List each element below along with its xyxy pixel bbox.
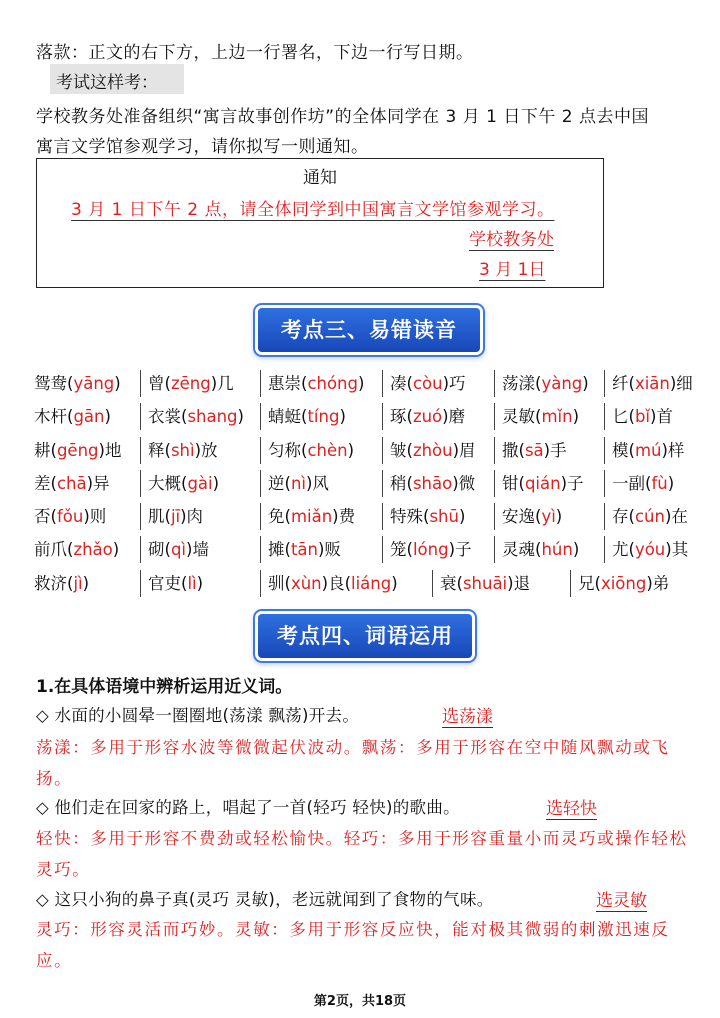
column-divider xyxy=(140,536,141,563)
cell-tail: 子 xyxy=(567,473,584,493)
cell-word: 皱 xyxy=(390,440,407,460)
cell-tail: 放 xyxy=(201,440,218,460)
cell-tail: 几 xyxy=(217,374,234,393)
cell-word: 兄 xyxy=(578,573,595,593)
pronunciation-cell: 驯(xùn)良(liáng) xyxy=(268,573,398,593)
pronunciation-cell: 释(shì)放 xyxy=(148,440,218,460)
column-divider xyxy=(382,437,383,464)
column-divider xyxy=(260,437,261,464)
cell-pinyin: yāng xyxy=(73,374,115,393)
cell-word: 鸳鸯 xyxy=(34,374,67,393)
cell-pinyin: lì xyxy=(187,573,197,593)
cell-word: 衣裳 xyxy=(148,407,181,427)
column-divider xyxy=(604,403,605,430)
cell-tail: 肉 xyxy=(186,507,204,527)
cell-pinyin: gài xyxy=(187,473,213,493)
column-divider xyxy=(494,536,495,563)
cell-tail: 其 xyxy=(671,540,689,560)
cell-word: 蜻蜓 xyxy=(268,407,301,427)
pronunciation-cell: 前爪(zhǎo) xyxy=(34,540,120,560)
cell-tail: 费 xyxy=(338,507,356,527)
cell-pinyin: jì xyxy=(73,573,83,593)
cell-tail: 巧 xyxy=(449,374,466,393)
cell-pinyin: xùn xyxy=(290,573,322,593)
notice-title: 通知 xyxy=(303,168,337,188)
cell-pinyin: hún xyxy=(541,540,573,560)
cell-word: 驯 xyxy=(268,573,285,593)
cell-pinyin: zuó xyxy=(412,407,443,427)
pronunciation-row-last xyxy=(34,567,694,600)
question-3: ◇ 这只小狗的鼻子真(灵巧 灵敏)，老远就闻到了食物的气味。 xyxy=(36,890,494,909)
column-divider xyxy=(382,470,383,497)
cell-pinyin: còu xyxy=(412,374,443,393)
cell-pinyin: qián xyxy=(524,473,561,493)
pronunciation-cell: 官吏(lì) xyxy=(148,573,204,593)
cell-pinyin: shang xyxy=(187,407,238,427)
pronunciation-row xyxy=(34,400,694,433)
cell-pinyin: mú xyxy=(634,440,662,460)
cell-word: 肌 xyxy=(148,507,165,527)
pronunciation-cell: 木杆(gān) xyxy=(34,407,111,427)
cell-word: 灵魂 xyxy=(502,540,535,560)
cell-word: 琢 xyxy=(390,407,407,427)
pronunciation-cell: 皱(zhòu)眉 xyxy=(390,440,476,460)
cell-word: 荡漾 xyxy=(502,374,535,393)
section4-banner xyxy=(258,614,472,658)
cell-pinyin: chóng xyxy=(307,374,358,393)
pronunciation-row xyxy=(34,500,694,533)
notice-date: 3 月 1日 xyxy=(479,260,546,280)
exam-prompt-line2: 寓言文学馆参观学习，请你拟写一则通知。 xyxy=(36,137,369,157)
pronunciation-cell: 免(miǎn)费 xyxy=(268,507,356,527)
cell-tail: 风 xyxy=(312,473,329,493)
cell-word: 官吏 xyxy=(148,573,181,593)
column-divider xyxy=(140,470,141,497)
cell-tail: 异 xyxy=(93,473,110,493)
cell-word: 木杆 xyxy=(34,407,67,427)
column-divider xyxy=(604,437,605,464)
section3-title: 考点三、易错读音 xyxy=(281,318,457,342)
explanation-1: 荡漾：多用于形容水波等微微起伏波动。飘荡：多用于形容在空中随风飘动或飞扬。 xyxy=(36,738,670,788)
pronunciation-cell: 惠崇(chóng) xyxy=(268,374,365,393)
cell-word: 逆 xyxy=(268,473,285,493)
page-footer: 第2页，共18页 xyxy=(313,994,407,1009)
cell-tail: 首 xyxy=(656,407,673,427)
cell-word: 安逸 xyxy=(502,507,535,527)
pronunciation-cell: 一副(fù) xyxy=(612,473,675,493)
pronunciation-cell: 蜻蜓(tíng) xyxy=(268,407,346,427)
column-divider xyxy=(260,370,261,397)
answer-1: 选荡漾 xyxy=(442,707,493,727)
pronunciation-cell: 砌(qì)墙 xyxy=(148,540,209,560)
cell-word: 匕 xyxy=(612,407,629,427)
cell-word: 凑 xyxy=(390,374,407,393)
cell-word: 大概 xyxy=(148,473,181,493)
cell-tail: 眉 xyxy=(459,440,476,460)
pronunciation-row xyxy=(34,467,694,500)
column-divider xyxy=(604,503,605,530)
cell-word: 前爪 xyxy=(34,540,67,560)
cell-tail: 手 xyxy=(550,440,567,460)
column-divider xyxy=(140,403,141,430)
signature-rule: 落款：正文的右下方，上边一行署名，下边一行写日期。 xyxy=(36,43,474,63)
column-divider xyxy=(140,503,141,530)
pronunciation-row xyxy=(34,367,694,400)
notice-box xyxy=(36,158,604,288)
column-divider xyxy=(382,503,383,530)
cell-tail: 样 xyxy=(667,440,685,460)
cell-pinyin: tān xyxy=(290,540,318,560)
column-divider xyxy=(260,570,261,597)
column-divider xyxy=(260,503,261,530)
cell-word: 救济 xyxy=(34,573,67,593)
cell-tail-2: ) xyxy=(391,573,398,593)
cell-word: 否 xyxy=(34,507,51,527)
column-divider xyxy=(432,570,433,597)
cell-pinyin: shì xyxy=(170,440,195,460)
cell-word: 摊 xyxy=(268,540,285,560)
cell-pinyin: zhǎo xyxy=(73,540,113,560)
pronunciation-cell: 安逸(yì) xyxy=(502,507,563,527)
column-divider xyxy=(494,503,495,530)
cell-word: 存 xyxy=(612,507,629,527)
column-divider xyxy=(494,403,495,430)
cell-word: 惠崇 xyxy=(268,374,301,393)
exam-tag xyxy=(50,64,184,94)
cell-word: 释 xyxy=(148,440,165,460)
pronunciation-cell: 笼(lóng)子 xyxy=(390,540,472,560)
cell-pinyin: zhòu xyxy=(412,440,453,460)
pronunciation-cell: 救济(jì) xyxy=(34,573,90,593)
cell-pinyin: gān xyxy=(73,407,105,427)
cell-word: 稍 xyxy=(390,473,407,493)
cell-word: 模 xyxy=(612,440,629,460)
cell-tail: 则 xyxy=(89,507,107,527)
column-divider xyxy=(494,470,495,497)
answer-3: 选灵敏 xyxy=(596,891,647,911)
pronunciation-cell: 凑(còu)巧 xyxy=(390,374,466,393)
cell-tail: 良( xyxy=(328,573,351,593)
pronunciation-cell: 差(chā)异 xyxy=(34,473,110,493)
cell-tail: 磨 xyxy=(448,407,466,427)
cell-word: 差 xyxy=(34,473,51,493)
pronunciation-cell: 兄(xiōng)弟 xyxy=(578,573,670,593)
cell-word: 曾 xyxy=(148,374,165,393)
pronunciation-cell: 特殊(shū) xyxy=(390,507,466,527)
explanation-3: 灵巧：形容灵活而巧妙。灵敏：多用于形容反应快，能对极其微弱的刺激迅速反应。 xyxy=(36,920,670,970)
cell-word: 纤 xyxy=(612,374,629,393)
column-divider xyxy=(260,470,261,497)
column-divider xyxy=(382,536,383,563)
column-divider xyxy=(570,570,571,597)
pronunciation-cell: 撒(sā)手 xyxy=(502,440,567,460)
cell-word: 钳 xyxy=(502,473,519,493)
column-divider xyxy=(140,437,141,464)
pronunciation-row xyxy=(34,533,694,566)
pronunciation-cell: 匕(bǐ)首 xyxy=(612,407,673,427)
cell-pinyin: tíng xyxy=(307,407,340,427)
cell-word: 免 xyxy=(268,507,285,527)
column-divider xyxy=(382,403,383,430)
pronunciation-cell: 肌(jī)肉 xyxy=(148,507,204,527)
pronunciation-cell: 大概(gài) xyxy=(148,473,220,493)
cell-pinyin: chā xyxy=(56,473,87,493)
pronunciation-cell: 琢(zuó)磨 xyxy=(390,407,466,427)
cell-pinyin: zēng xyxy=(170,374,211,393)
cell-word: 耕 xyxy=(34,440,51,460)
pronunciation-cell: 摊(tān)贩 xyxy=(268,540,341,560)
cell-pinyin: yì xyxy=(541,507,556,527)
exam-prompt-line1: 学校教务处准备组织“寓言故事创作坊”的全体同学在 3 月 1 日下午 2 点去中国 xyxy=(36,107,649,127)
pronunciation-cell: 衰(shuāi)退 xyxy=(440,573,531,593)
pronunciation-cell: 荡漾(yàng) xyxy=(502,374,589,393)
column-divider xyxy=(494,370,495,397)
question-1: ◇ 水面的小圆晕一圈圈地(荡漾 飘荡)开去。 xyxy=(36,706,360,725)
pronunciation-cell: 存(cún)在 xyxy=(612,507,688,527)
cell-pinyin: sā xyxy=(524,440,544,460)
cell-pinyin: yàng xyxy=(541,374,583,393)
cell-pinyin: xiān xyxy=(634,374,670,393)
cell-pinyin: miǎn xyxy=(290,507,333,527)
column-divider xyxy=(604,536,605,563)
cell-word: 尤 xyxy=(612,540,629,560)
cell-word: 衰 xyxy=(440,573,457,593)
cell-pinyin: qì xyxy=(170,540,186,560)
column-divider xyxy=(604,370,605,397)
cell-pinyin: shuāi xyxy=(462,573,508,593)
section3-banner xyxy=(258,308,480,352)
cell-word: 特殊 xyxy=(390,507,423,527)
pronunciation-cell: 衣裳(shang) xyxy=(148,407,244,427)
cell-pinyin: mǐn xyxy=(541,407,573,427)
pronunciation-cell: 匀称(chèn) xyxy=(268,440,355,460)
pronunciation-cell: 逆(nì)风 xyxy=(268,473,329,493)
cell-tail: 子 xyxy=(455,540,472,560)
cell-word: 笼 xyxy=(390,540,407,560)
cell-tail: 微 xyxy=(458,473,476,493)
cell-pinyin: fù xyxy=(651,473,668,493)
cell-tail: 地 xyxy=(104,440,122,460)
pronunciation-cell: 钳(qián)子 xyxy=(502,473,584,493)
pronunciation-cell: 灵魂(hún) xyxy=(502,540,580,560)
pronunciation-cell: 耕(gēng)地 xyxy=(34,440,122,460)
cell-word: 砌 xyxy=(148,540,165,560)
cell-pinyin: gēng xyxy=(56,440,99,460)
column-divider xyxy=(140,570,141,597)
cell-pinyin: shāo xyxy=(412,473,453,493)
cell-pinyin-2: liáng xyxy=(351,573,392,593)
pronunciation-grid xyxy=(34,367,694,600)
section4-title: 考点四、词语运用 xyxy=(277,624,453,648)
cell-pinyin: lóng xyxy=(412,540,449,560)
cell-tail: 墙 xyxy=(192,540,209,560)
answer-2: 选轻快 xyxy=(546,799,597,819)
cell-word: 灵敏 xyxy=(502,407,535,427)
column-divider xyxy=(260,403,261,430)
cell-tail: 弟 xyxy=(652,573,670,593)
cell-tail: 在 xyxy=(671,507,688,527)
cell-pinyin: nì xyxy=(290,473,306,493)
pronunciation-cell: 纤(xiān)细 xyxy=(612,374,693,393)
section4-subheading: 1.在具体语境中辨析运用近义词。 xyxy=(36,677,293,697)
pronunciation-cell: 曾(zēng)几 xyxy=(148,374,234,393)
cell-pinyin: yóu xyxy=(634,540,666,560)
cell-word: 撒 xyxy=(502,440,519,460)
cell-pinyin: shū xyxy=(429,507,459,527)
explanation-2: 轻快：多用于形容不费劲或轻松愉快。轻巧：多用于形容重量小而灵巧或操作轻松灵巧。 xyxy=(36,829,688,879)
cell-pinyin: cún xyxy=(634,507,665,527)
cell-pinyin: bǐ xyxy=(634,407,650,427)
pronunciation-cell: 鸳鸯(yāng) xyxy=(34,374,121,393)
question-2: ◇ 他们走在回家的路上，唱起了一首(轻巧 轻快)的歌曲。 xyxy=(36,798,460,817)
column-divider xyxy=(382,370,383,397)
column-divider xyxy=(604,470,605,497)
cell-pinyin: fǒu xyxy=(56,507,84,527)
cell-pinyin: jī xyxy=(170,507,181,527)
cell-tail: 退 xyxy=(513,573,531,593)
cell-word: 匀称 xyxy=(268,440,301,460)
pronunciation-cell: 模(mú)样 xyxy=(612,440,685,460)
pronunciation-cell: 否(fǒu)则 xyxy=(34,507,107,527)
notice-body: 3 月 1 日下午 2 点，请全体同学到中国寓言文学馆参观学习。 xyxy=(71,200,555,220)
cell-tail: 贩 xyxy=(324,540,341,560)
column-divider xyxy=(140,370,141,397)
pronunciation-cell: 稍(shāo)微 xyxy=(390,473,476,493)
cell-word: 一副 xyxy=(612,473,645,493)
pronunciation-cell: 尤(yóu)其 xyxy=(612,540,689,560)
notice-signer: 学校教务处 xyxy=(469,230,554,250)
pronunciation-cell: 灵敏(mǐn) xyxy=(502,407,579,427)
cell-tail: 细 xyxy=(676,374,693,393)
column-divider xyxy=(260,536,261,563)
cell-pinyin: xiōng xyxy=(600,573,647,593)
pronunciation-row xyxy=(34,434,694,467)
column-divider xyxy=(494,437,495,464)
cell-pinyin: chèn xyxy=(307,440,348,460)
exam-tag-label: 考试这样考： xyxy=(56,73,158,93)
